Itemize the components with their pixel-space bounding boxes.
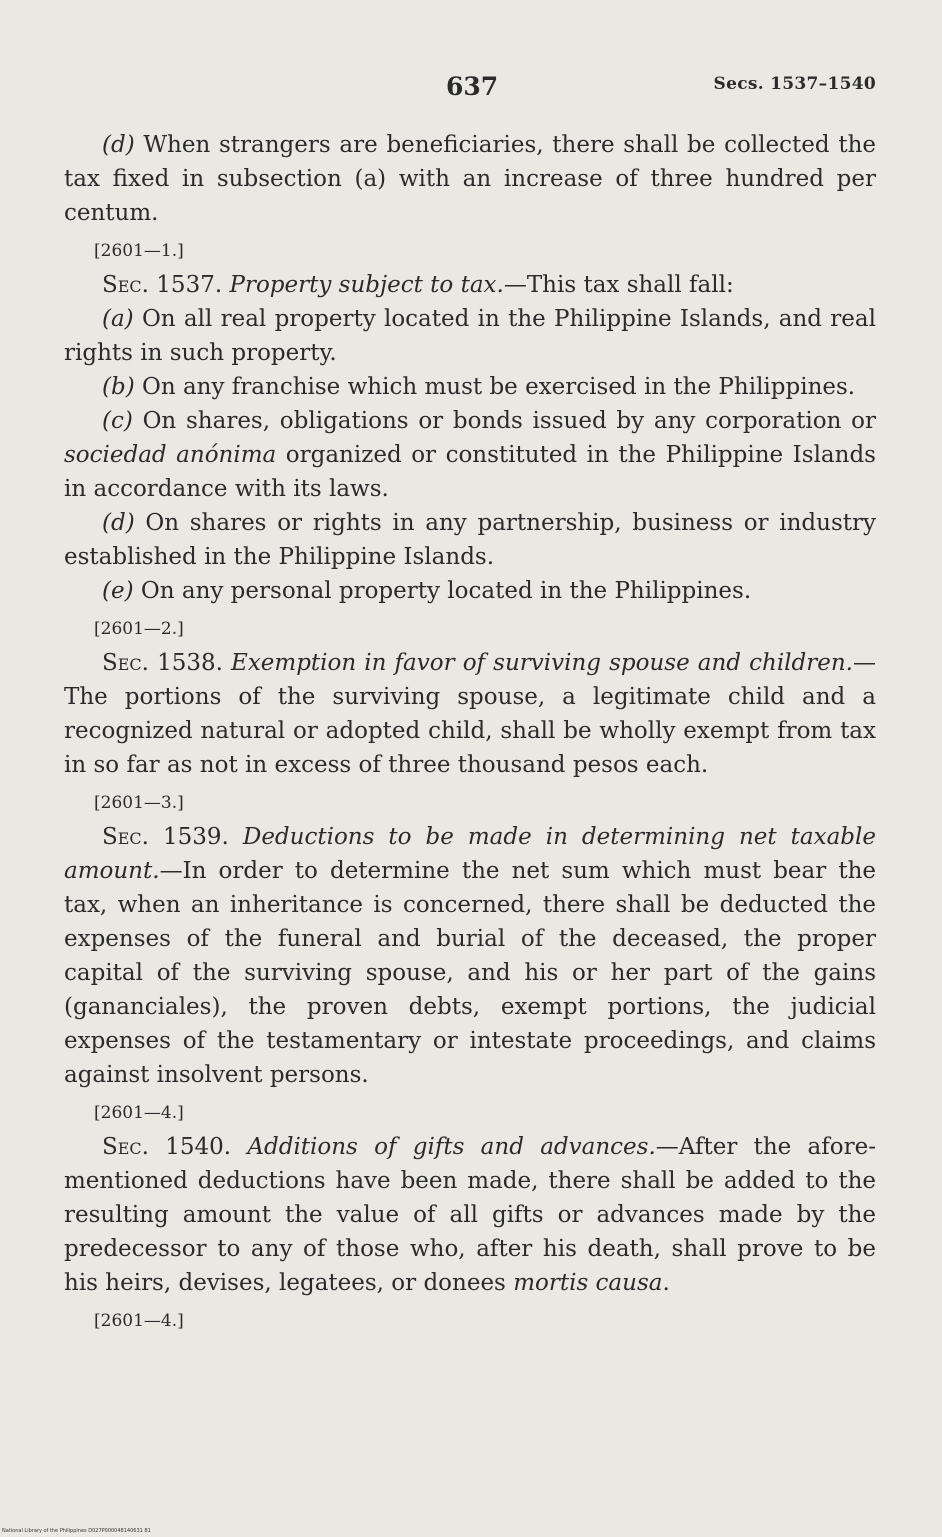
paragraph-1537-a [64,302,876,370]
citation: [2601—4.] [94,1311,184,1331]
italic-term: mortis causa [513,1270,663,1296]
citation: [2601—4.] [94,1103,184,1123]
section-text: —In order to determine the net sum which must bear the tax, when an inheritance is concerned, there shall be deducted the expenses of the funeral and burial of the deceased, the proper capital of the surviving spouse, and his or her part of the gains (gananciales), the proven debts, exempt portions, the judicial expenses of the testamentary or intestate proceedings, and claims against insolvent persons. [64,858,876,1088]
section-1540 [64,1130,876,1300]
item-label: (d) [102,510,135,536]
section-number: Sec. 1539. [102,824,229,850]
paragraph-1537-e [64,574,876,608]
section-range: Secs. 1537–1540 [713,74,876,94]
section-title: Deductions to be made in determining net taxable amount. [64,824,876,884]
item-label: (d) [102,132,135,158]
section-number: Sec. 1538. [102,650,223,676]
scan-footer: National Library of the Philippines D027P000048140631 81 [2,1528,151,1534]
citation: [2601—3.] [94,793,184,813]
item-label: (c) [102,408,133,434]
section-text: —This tax shall fall: [503,272,734,298]
paragraph-1537-b [64,370,876,404]
paragraph-text: On shares or rights in any partnership, business or industry established in the Philippine Islands. [64,510,876,570]
paragraph-text: On any franchise which must be exercised in the Philippines. [134,374,856,400]
paragraph-text: When strangers are beneficiaries, there shall be collected the tax fixed in subsection (a) with an increase of three hundred per centum. [64,132,876,226]
citation: [2601—2.] [94,619,184,639]
section-1537 [64,268,876,302]
section-text: —After the afore-mentioned deductions have been made, there shall be added to the resulting amount the value of all gifts or advances made by the predecessor to any of those who, after his death, shall prove to be his heirs, devises, legatees, or donees [64,1134,876,1296]
section-title: Additions of gifts and advances. [247,1134,656,1160]
item-label: (e) [102,578,134,604]
section-text-end: . [662,1270,670,1296]
citation: [2601—1.] [94,241,184,261]
item-label: (a) [102,306,134,332]
section-1539 [64,820,876,1092]
page-header [0,72,942,112]
paragraph-text: On any personal property located in the Philippines. [133,578,752,604]
italic-term: sociedad anónima [64,442,277,468]
item-label: (b) [102,374,135,400]
paragraph-text: On shares, obligations or bonds issued by any corporation or [132,408,876,434]
paragraph-d-strangers [64,128,876,230]
section-1538 [64,646,876,782]
section-text: —The portions of the surviving spouse, a legitimate child and a recognized natural or adopted child, shall be wholly exempt from tax in so far as not in excess of three thousand pesos each. [64,650,876,778]
paragraph-1537-d [64,506,876,574]
section-title: Exemption in favor of surviving spouse and children. [231,650,853,676]
paragraph-text: organized or constituted in the Philippine Islands in accordance with its laws. [64,442,876,502]
section-number: Sec. 1540. [102,1134,232,1160]
page-body [64,128,876,1338]
section-title: Property subject to tax. [229,272,504,298]
page-number: 637 [446,72,499,101]
paragraph-text: On all real property located in the Philippine Islands, and real rights in such property. [64,306,876,366]
section-number: Sec. 1537. [102,272,223,298]
paragraph-1537-c [64,404,876,506]
